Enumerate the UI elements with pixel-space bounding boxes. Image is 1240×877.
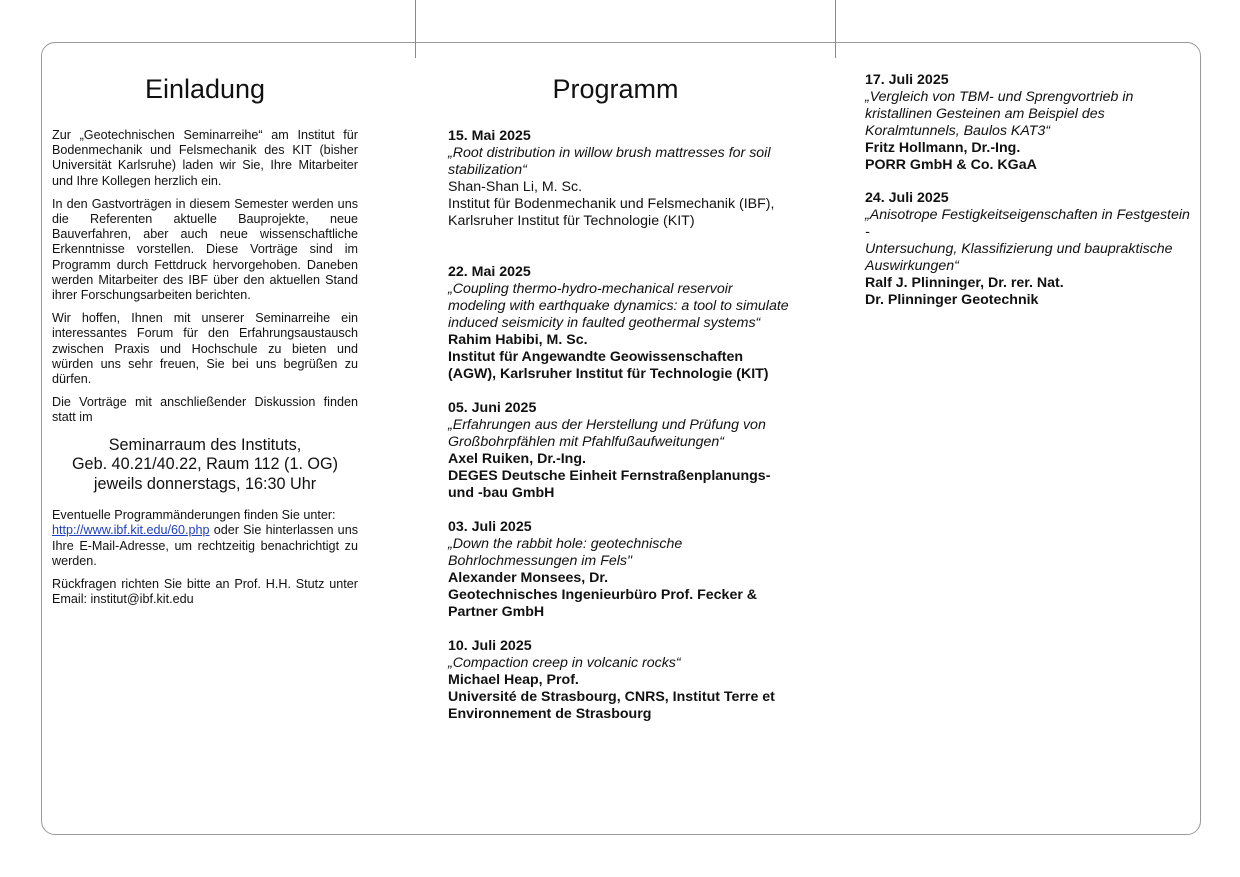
contact-paragraph: Rückfragen richten Sie bitte an Prof. H.H. Stutz unter Email: institut@ibf.kit.edu bbox=[52, 576, 358, 607]
venue-line-building: Geb. 40.21/40.22, Raum 112 (1. OG) bbox=[71, 455, 339, 474]
intro-paragraph: Zur „Geotechnischen Seminarreihe“ am Institut für Bodenmechanik und Felsmechanik des KIT (bisher Universität Karlsruhe) laden wir Sie, Ihre Mitarbeiter und Ihre Kollegen herzlich ein. bbox=[52, 128, 358, 188]
changes-paragraph bbox=[52, 508, 358, 569]
venue-intro-paragraph: Die Vorträge mit anschließender Diskussion finden statt im bbox=[52, 395, 358, 425]
programm-column bbox=[448, 72, 793, 740]
entry-title: „Down the rabbit hole: geotechnische Bohrlochmessungen im Fels" bbox=[448, 536, 683, 569]
program-entry bbox=[448, 264, 793, 383]
fold-line-left bbox=[415, 0, 416, 58]
entry-affiliation: Dr. Plinninger Geotechnik bbox=[865, 292, 1039, 308]
changes-text: Eventuelle Programmänderungen finden Sie unter: bbox=[52, 508, 336, 523]
entry-date: 24. Juli 2025 bbox=[865, 190, 949, 206]
entry-speaker: Ralf J. Plinninger, Dr. rer. Nat. bbox=[865, 275, 1064, 291]
program-entry bbox=[865, 190, 1195, 309]
program-entry bbox=[448, 128, 793, 230]
program-entry bbox=[448, 400, 793, 502]
entry-affiliation: PORR GmbH & Co. KGaA bbox=[865, 157, 1037, 173]
entry-affiliation: Institut für Angewandte Geowissenschaften (AGW), Karlsruher Institut für Technologie (KIT) bbox=[448, 349, 769, 382]
entry-title: „Vergleich von TBM- und Sprengvortrieb in kristallinen Gesteinen am Beispiel des Koralmtunnels, Baulos KAT3“ bbox=[865, 89, 1134, 139]
program-entry bbox=[448, 519, 793, 621]
venue-line-room: Seminarraum des Instituts, bbox=[108, 435, 302, 454]
entry-speaker: Fritz Hollmann, Dr.-Ing. bbox=[865, 140, 1021, 156]
entry-speaker: Axel Ruiken, Dr.-Ing. bbox=[448, 451, 586, 467]
venue-block bbox=[52, 436, 358, 495]
spacer bbox=[448, 247, 793, 264]
entry-speaker: Rahim Habibi, M. Sc. bbox=[448, 332, 588, 348]
entry-affiliation: Université de Strasbourg, CNRS, Institut Terre et Environnement de Strasbourg bbox=[448, 689, 775, 722]
entry-affiliation: Institut für Bodenmechanik und Felsmechanik (IBF), Karlsruher Institut für Technologie (KIT) bbox=[448, 196, 775, 229]
program-entry bbox=[448, 638, 793, 723]
entry-title: „Root distribution in willow brush mattresses for soil stabilization“ bbox=[448, 145, 771, 178]
programm-continued-column bbox=[865, 72, 1195, 325]
entry-date: 15. Mai 2025 bbox=[448, 128, 531, 144]
entry-title: „Coupling thermo-hydro-mechanical reservoir modeling with earthquake dynamics: a tool to simulate induced seismicity in faulted geothermal systems“ bbox=[448, 281, 789, 331]
venue-line-time: jeweils donnerstags, 16:30 Uhr bbox=[93, 474, 317, 493]
entry-affiliation: Geotechnisches Ingenieurbüro Prof. Fecker & Partner GmbH bbox=[448, 587, 758, 620]
einladung-column bbox=[52, 72, 358, 615]
einladung-heading: Einladung bbox=[144, 74, 266, 104]
fold-line-right bbox=[835, 0, 836, 58]
entry-date: 17. Juli 2025 bbox=[865, 72, 949, 88]
entry-title-line-1: „Anisotrope Festigkeitseigenschaften in Festgestein - bbox=[865, 207, 1190, 240]
entry-title: „Compaction creep in volcanic rocks“ bbox=[448, 655, 681, 671]
entry-speaker: Michael Heap, Prof. bbox=[448, 672, 579, 688]
entry-speaker: Alexander Monsees, Dr. bbox=[448, 570, 609, 586]
programm-heading: Programm bbox=[552, 74, 679, 104]
changes-text-after: oder Sie hinterlassen uns Ihre E-Mail-Adresse, um rechtzeitig benachrichtigt zu werden. bbox=[52, 523, 358, 568]
program-entry bbox=[865, 72, 1195, 174]
program-link[interactable]: http://www.ibf.kit.edu/60.php bbox=[52, 523, 210, 538]
entry-date: 10. Juli 2025 bbox=[448, 638, 532, 654]
entry-date: 03. Juli 2025 bbox=[448, 519, 532, 535]
entry-affiliation: DEGES Deutsche Einheit Fernstraßenplanungs- und -bau GmbH bbox=[448, 468, 771, 501]
entry-title: „Erfahrungen aus der Herstellung und Prüfung von Großbohrpfählen mit Pfahlfußaufweitungen“ bbox=[448, 417, 766, 450]
entry-date: 05. Juni 2025 bbox=[448, 400, 537, 416]
guest-talks-paragraph: In den Gastvorträgen in diesem Semester werden uns die Referenten aktuelle Bauprojekte, neue Bauverfahren, aber auch neue wissenschaftliche Erkenntnisse vorstellen. Diese Vorträge sind im Programm durch Fettdruck hervorgehoben. Daneben werden Mitarbeiter des IBF über den aktuellen Stand ihrer Forschungsarbeiten berichten. bbox=[52, 196, 358, 303]
forum-paragraph: Wir hoffen, Ihnen mit unserer Seminarreihe ein interessantes Forum für den Erfahrungsaustausch zwischen Praxis und Hochschule zu bieten und würden uns sehr freuen, Sie bei uns begrüßen zu dürfen. bbox=[52, 311, 358, 387]
entry-title-line-2: Untersuchung, Klassifizierung und baupraktische Auswirkungen“ bbox=[865, 241, 1173, 274]
entry-date: 22. Mai 2025 bbox=[448, 264, 531, 280]
entry-speaker: Shan-Shan Li, M. Sc. bbox=[448, 179, 583, 195]
